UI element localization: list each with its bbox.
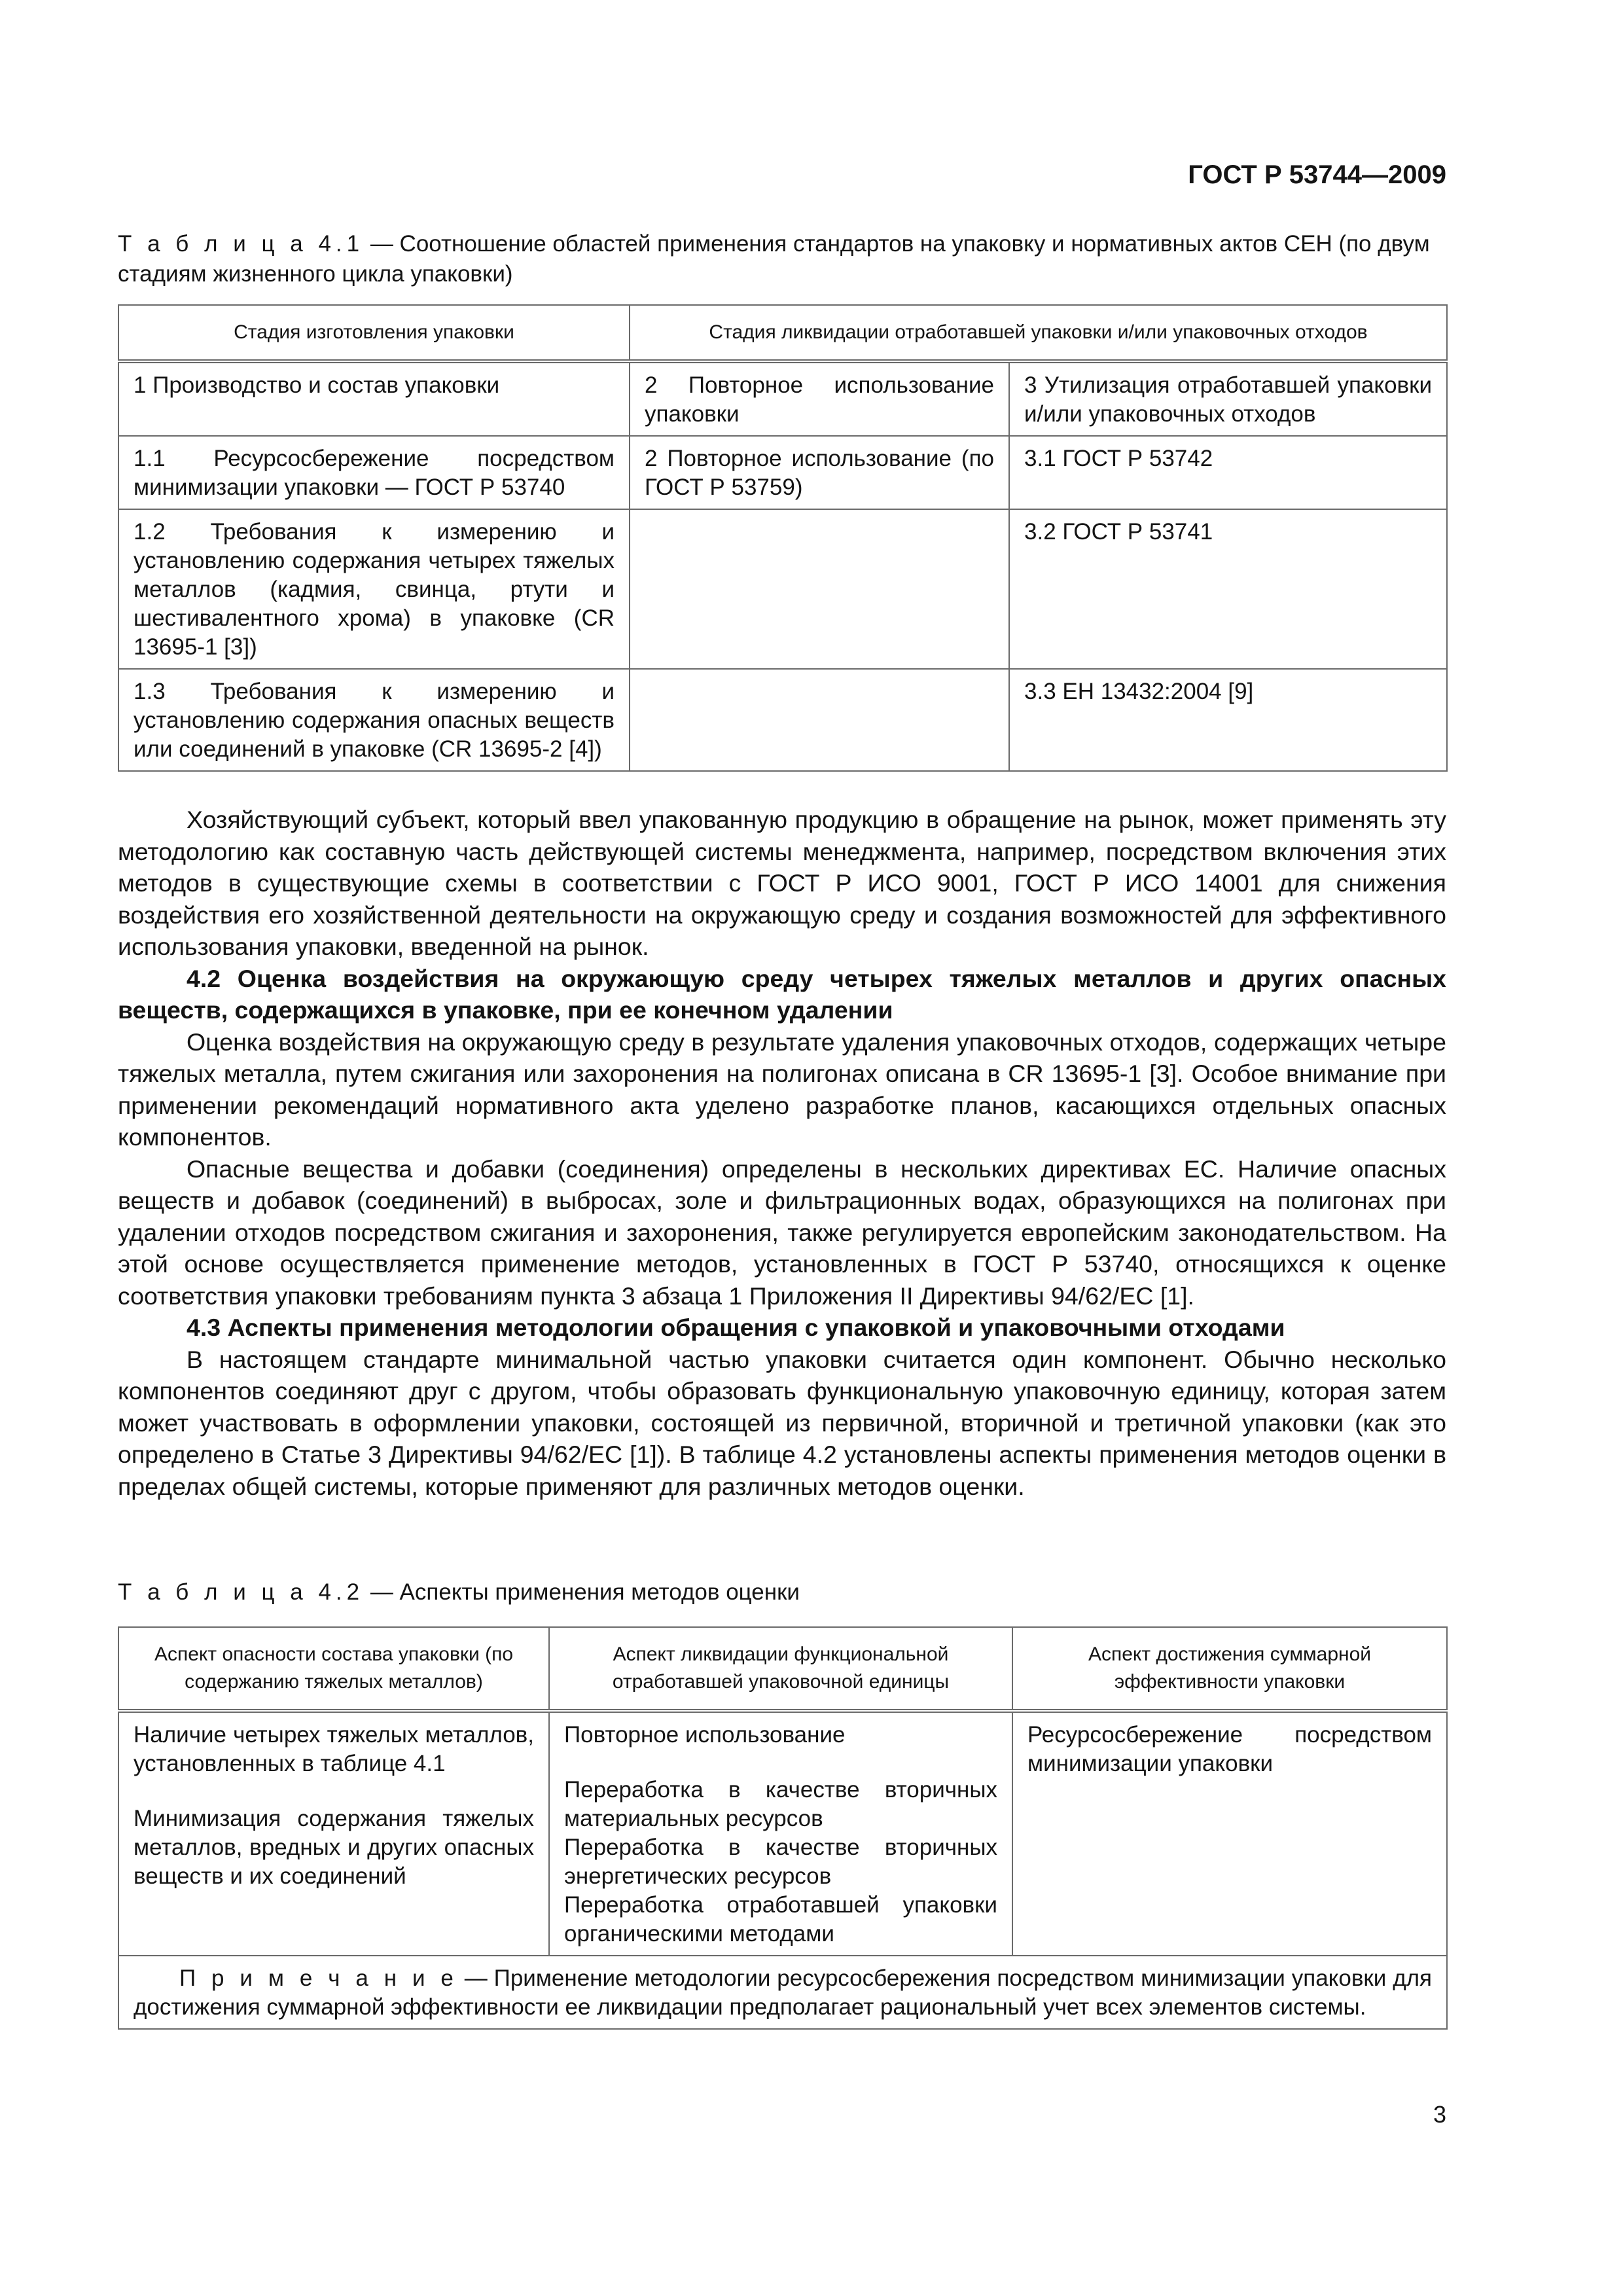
table-cell: 3.2 ГОСТ Р 53741 (1009, 509, 1447, 669)
table-cell: 3.1 ГОСТ Р 53742 (1009, 436, 1447, 509)
table-4-2-header-hazard: Аспект опасности состава упаковки (по содержанию тяжелых металлов) (118, 1627, 549, 1711)
table-4-1-caption-label: Т а б л и ц а 4.1 (118, 231, 365, 257)
table-cell: 2 Повторное использование (по ГОСТ Р 53759) (630, 436, 1009, 509)
table-4-1-header-disposal: Стадия ликвидации отработавшей упаковки и/или упаковочных отходов (630, 305, 1447, 361)
note-text: — Применение методологии ресурсосбережения посредством минимизации упаковки для достижения суммарной эффективности ее ликвидации предполагает рациональный учет всех элементов системы. (134, 1965, 1432, 2020)
document-designation: ГОСТ Р 53744—2009 (1188, 160, 1446, 189)
paragraph: Хозяйствующий субъект, который ввел упакованную продукцию в обращение на рынок, может применять эту методологию как составную часть действующей системы менеджмента, например, посредством включения этих методов в существующие схемы в соответствии с ГОСТ Р ИСО 9001, ГОСТ Р ИСО 14001 для снижения воздействия его хозяйственной деятельности на окружающую среду и создания возможностей для эффективного использования упаковки, введенной на рынок. (118, 806, 1446, 960)
table-row (118, 1711, 1447, 1956)
table-row (118, 669, 1447, 771)
table-4-2-header-disposal: Аспект ликвидации функциональной отработавшей упаковочной единицы (549, 1627, 1012, 1711)
table-row (118, 361, 1447, 436)
table-row (118, 436, 1447, 509)
table-cell (549, 1711, 1012, 1956)
table-4-2-caption-label: Т а б л и ц а 4.2 (118, 1579, 365, 1605)
table-cell: 3 Утилизация отработавшей упаковки и/или упаковочных отходов (1009, 361, 1447, 436)
table-4-1-caption-text: — Соотношение областей применения стандартов на упаковку и нормативных актов СЕН (по двум стадиям жизненного цикла упаковки) (118, 231, 1430, 287)
table-cell: Ресурсосбережение посредством минимизации упаковки (1012, 1711, 1447, 1956)
table-4-1 (118, 304, 1448, 772)
cell-line: Наличие четырех тяжелых металлов, установленных в таблице 4.1 (134, 1722, 534, 1776)
table-cell: 2 Повторное использование упаковки (630, 361, 1009, 436)
table-4-1-caption (118, 229, 1446, 289)
table-note-row (118, 1956, 1447, 2029)
table-cell: 3.3 ЕН 13432:2004 [9] (1009, 669, 1447, 771)
paragraph: Оценка воздействия на окружающую среду в результате удаления упаковочных отходов, содержащих четыре тяжелых металла, путем сжигания или захоронения на полигонах описана в CR 13695-1 [3]. Особое внимание при применении рекомендаций нормативного акта уделено разработке планов, касающихся отдельных опасных компонентов. (118, 1028, 1446, 1151)
body-text (118, 804, 1446, 1502)
table-note (118, 1956, 1447, 2029)
page-number: 3 (1433, 2101, 1446, 2128)
note-label: П р и м е ч а н и е (179, 1965, 458, 1991)
table-4-2 (118, 1626, 1448, 2030)
cell-line: Повторное использование (564, 1722, 846, 1748)
paragraph: В настоящем стандарте минимальной частью упаковки считается один компонент. Обычно несколько компонентов соединяют друг с другом, чтобы образовать функциональную упаковочную единицу, которая затем может участвовать в оформлении упаковки, состоящей из первичной, вторичной и третичной упаковки (как это определено в Статье 3 Директивы 94/62/ЕС [1]). В таблице 4.2 установлены аспекты применения методов оценки в пределах общей системы, которые применяют для различных методов оценки. (118, 1345, 1446, 1500)
cell-line: Минимизация содержания тяжелых металлов, вредных и других опасных веществ и их соединений (134, 1806, 534, 1889)
table-4-2-caption-text: — Аспекты применения методов оценки (364, 1579, 800, 1605)
table-row (118, 509, 1447, 669)
table-4-1-header-manufacture: Стадия изготовления упаковки (118, 305, 630, 361)
table-4-2-caption (118, 1577, 1446, 1607)
table-cell: 1.2 Требования к измерению и установлению содержания четырех тяжелых металлов (кадмия, свинца, ртути и шестивалентного хрома) в упаковке (CR 13695-1 [3]) (118, 509, 630, 669)
cell-line: Переработка в качестве вторичных энергетических ресурсов (564, 1835, 997, 1889)
table-cell: 1.1 Ресурсосбережение посредством минимизации упаковки — ГОСТ Р 53740 (118, 436, 630, 509)
table-cell (630, 509, 1009, 669)
table-cell: 1.3 Требования к измерению и установлению содержания опасных веществ или соединений в упаковке (CR 13695-2 [4]) (118, 669, 630, 771)
cell-line: Переработка в качестве вторичных материальных ресурсов (564, 1777, 997, 1831)
section-heading-4-3: 4.3 Аспекты применения методологии обращения с упаковкой и упаковочными отходами (187, 1314, 1285, 1341)
table-4-2-header-efficiency: Аспект достижения суммарной эффективности упаковки (1012, 1627, 1447, 1711)
table-cell (630, 669, 1009, 771)
section-heading-4-2: 4.2 Оценка воздействия на окружающую среду четырех тяжелых металлов и других опасных веществ, содержащихся в упаковке, при ее конечном удалении (118, 964, 1446, 1024)
paragraph: Опасные вещества и добавки (соединения) определены в нескольких директивах ЕС. Наличие опасных веществ и добавок (соединений) в выбросах, золе и фильтрационных водах, образующихся на полигонах при удалении отходов посредством сжигания и захоронения, также регулируется европейским законодательством. На этой основе осуществляется применение методов, установленных в ГОСТ Р 53740, относящихся к оценке соответствия упаковки требованиям пункта 3 абзаца 1 Приложения II Директивы 94/62/ЕС [1]. (118, 1155, 1446, 1310)
table-cell (118, 1711, 549, 1956)
cell-line: Переработка отработавшей упаковки органическими методами (564, 1892, 997, 1946)
table-cell: 1 Производство и состав упаковки (118, 361, 630, 436)
